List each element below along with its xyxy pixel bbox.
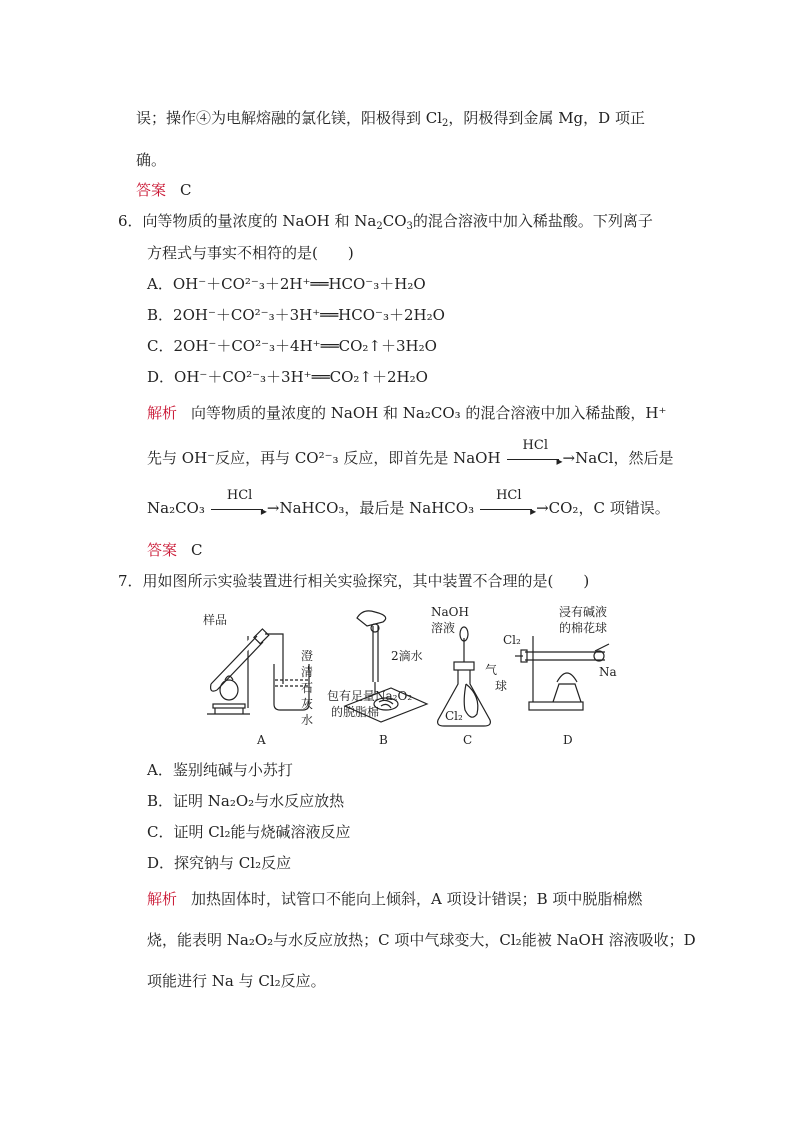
answer-value: C <box>191 541 203 559</box>
fig-caption-a: A <box>257 733 266 747</box>
q7-explanation-line-3: 项能进行 Na 与 Cl₂反应。 <box>147 972 326 990</box>
prev-explanation-line-2: 确。 <box>136 151 167 169</box>
fig-label-b-cotton-2: 的脱脂棉 <box>331 705 380 719</box>
subscript: 2 <box>442 118 449 129</box>
q6-option-b: B．2OH⁻＋CO²⁻₃＋3H⁺══HCO⁻₃＋2H₂O <box>147 306 445 324</box>
fig-label-a-limewater-4: 灰 <box>301 697 314 711</box>
q7-option-a: A．鉴别纯碱与小苏打 <box>147 761 293 779</box>
subscript: 3 <box>406 221 413 232</box>
q5-answer-line <box>136 180 192 200</box>
experiment-apparatus-figure <box>195 604 625 749</box>
fig-caption-d: D <box>563 733 573 747</box>
fig-caption-c: C <box>463 733 473 747</box>
prev-explanation-text-b: ，阴极得到金属 Mg，D 项正 <box>448 109 645 127</box>
fig-label-a-limewater-5: 水 <box>301 713 314 727</box>
reaction-arrow: HCl ▸ <box>211 502 263 516</box>
q6-option-c: C．2OH⁻＋CO²⁻₃＋4H⁺══CO₂↑＋3H₂O <box>147 337 437 355</box>
q7-option-b: B．证明 Na₂O₂与水反应放热 <box>147 792 345 810</box>
answer-value: C <box>180 181 192 199</box>
fig-label-a-limewater-2: 清 <box>301 665 314 679</box>
question-number: 6． <box>118 212 143 230</box>
fig-label-b-cotton-1: 包有足量Na₂O₂ <box>327 689 413 703</box>
q6-explanation-line-3 <box>147 488 670 518</box>
fig-caption-b: B <box>379 733 388 747</box>
q7-stem-line <box>118 571 589 591</box>
subscript: 2 <box>376 221 383 232</box>
q6-answer-line <box>147 540 203 560</box>
reaction-arrow-label: HCl <box>522 438 548 453</box>
q6-explanation-line-2 <box>147 438 674 468</box>
q7-explanation-text-1: 加热固体时，试管口不能向上倾斜，A 项设计错误；B 项中脱脂棉燃 <box>191 890 643 908</box>
q6-explanation-text-2b: →NaCl，然后是 <box>562 449 674 467</box>
answer-label: 答案 <box>147 541 178 559</box>
q6-stem-line-2: 方程式与事实不相符的是( ) <box>147 244 354 262</box>
q7-option-c: C．证明 Cl₂能与烧碱溶液反应 <box>147 823 351 841</box>
q6-explanation-text-3b: →NaHCO₃，最后是 NaHCO₃ <box>266 499 475 517</box>
explanation-label: 解析 <box>147 890 178 908</box>
q6-option-a: A．OH⁻＋CO²⁻₃＋2H⁺══HCO⁻₃＋H₂O <box>147 275 426 293</box>
reaction-arrow: HCl ▸ <box>480 502 532 516</box>
q6-explanation-text-1: 向等物质的量浓度的 NaOH 和 Na₂CO₃ 的混合溶液中加入稀盐酸，H⁺ <box>191 404 667 422</box>
fig-label-b-drops: 2滴水 <box>391 649 423 663</box>
q6-explanation-text-2a: 先与 OH⁻反应，再与 CO²⁻₃ 反应，即首先是 NaOH <box>147 449 501 467</box>
fig-label-a-limewater-1: 澄 <box>301 649 314 663</box>
fig-label-c-balloon-2: 球 <box>495 679 508 693</box>
fig-label-d-na: Na <box>599 665 617 679</box>
q7-explanation-line-2: 烧，能表明 Na₂O₂与水反应放热；C 项中气球变大，Cl₂能被 NaOH 溶液吸收；D <box>147 931 696 949</box>
q7-stem-text: 用如图所示实验装置进行相关实验探究，其中装置不合理的是( ) <box>142 572 590 590</box>
answer-label: 答案 <box>136 181 167 199</box>
apparatus-a <box>207 629 309 714</box>
prev-explanation-line-1 <box>136 108 645 134</box>
q7-option-d: D．探究钠与 Cl₂反应 <box>147 854 292 872</box>
fig-label-d-cotton-1: 浸有碱液 <box>559 605 608 619</box>
question-number: 7． <box>118 572 143 590</box>
fig-label-d-cl2: Cl₂ <box>503 633 521 647</box>
q7-explanation-line-1 <box>147 889 642 909</box>
q6-stem-line-1 <box>118 211 653 237</box>
fig-label-d-cotton-2: 的棉花球 <box>559 621 608 635</box>
reaction-arrow-label: HCl <box>496 488 522 503</box>
fig-label-c-naoh-1: NaOH <box>431 605 469 619</box>
q6-explanation-text-3c: →CO₂，C 项错误。 <box>536 499 670 517</box>
reaction-arrow-label: HCl <box>226 488 253 503</box>
reaction-arrow: HCl ▸ <box>507 452 559 466</box>
explanation-label: 解析 <box>147 404 178 422</box>
q6-option-d: D．OH⁻＋CO²⁻₃＋3H⁺══CO₂↑＋2H₂O <box>147 368 428 386</box>
fig-label-a-sample: 样品 <box>203 613 228 627</box>
q6-stem-a: 向等物质的量浓度的 NaOH 和 Na <box>142 212 377 230</box>
q6-stem-b: CO <box>382 212 407 230</box>
q6-stem-c: 的混合溶液中加入稀盐酸。下列离子 <box>412 212 653 230</box>
prev-explanation-text-a: 误；操作④为电解熔融的氯化镁，阳极得到 Cl <box>136 109 443 127</box>
fig-label-a-limewater-3: 石 <box>301 681 314 695</box>
q6-explanation-text-3a: Na₂CO₃ <box>147 499 205 517</box>
fig-label-c-balloon-1: 气 <box>485 663 498 677</box>
q6-explanation-line-1 <box>147 403 666 423</box>
apparatus-d <box>515 636 609 710</box>
fig-label-c-cl2: Cl₂ <box>445 709 463 723</box>
fig-label-c-naoh-2: 溶液 <box>431 621 456 635</box>
